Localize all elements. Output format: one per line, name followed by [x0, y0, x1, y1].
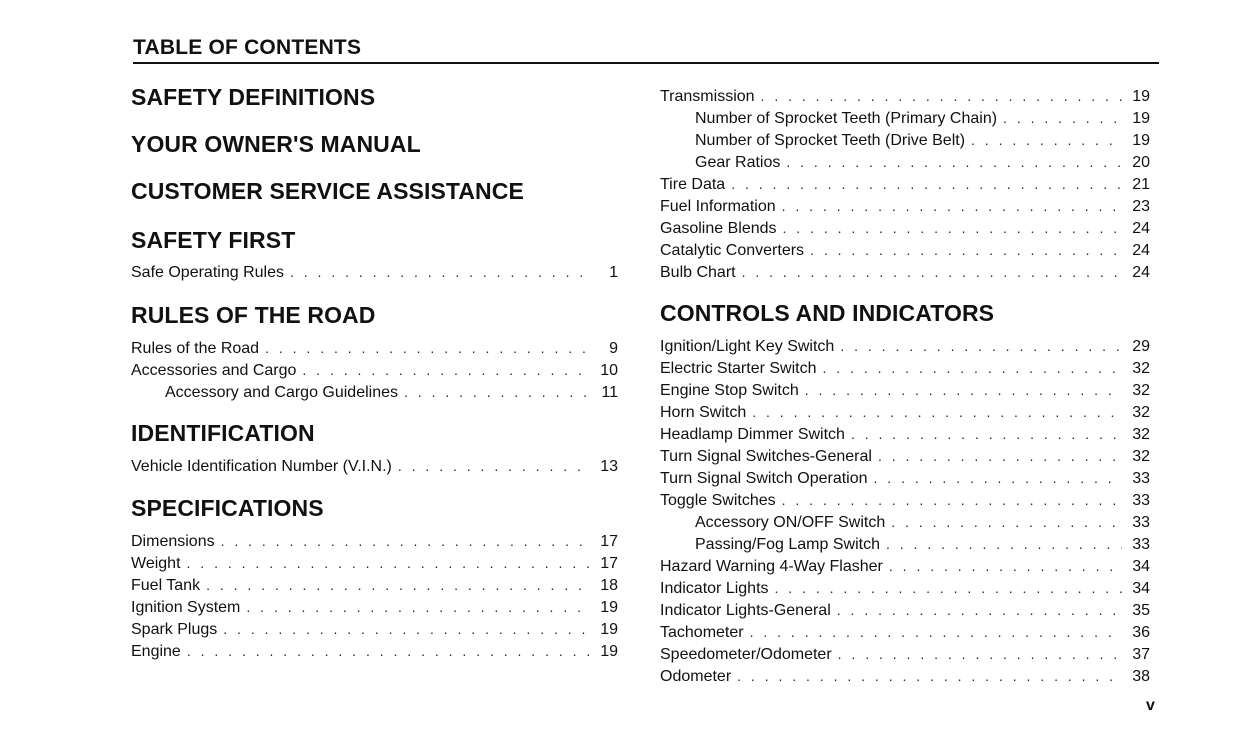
toc-entry-label: Horn Switch — [660, 404, 747, 421]
toc-entry-label: Hazard Warning 4-Way Flasher — [660, 558, 883, 575]
dot-leader — [805, 379, 1122, 401]
section-heading-rules-of-the-road: RULES OF THE ROAD — [131, 302, 376, 328]
dot-leader — [891, 511, 1122, 533]
dot-leader — [187, 640, 590, 662]
toc-entry-page: 34 — [1132, 558, 1150, 575]
toc-entry-page: 33 — [1132, 536, 1150, 553]
toc-entry-ignition-system[interactable] — [131, 596, 618, 618]
dot-leader — [742, 261, 1122, 283]
page-title: TABLE OF CONTENTS — [133, 36, 362, 59]
toc-entry-page: 1 — [609, 264, 618, 281]
toc-entry-passing-fog-lamp-switch[interactable] — [695, 533, 1150, 555]
toc-entry-engine[interactable] — [131, 640, 618, 662]
toc-entry-label: Weight — [131, 555, 181, 572]
dot-leader — [750, 621, 1122, 643]
toc-entry-accessory-and-cargo-guidelines[interactable] — [165, 381, 618, 403]
toc-entry-label: Odometer — [660, 668, 732, 685]
dot-leader — [404, 381, 590, 403]
toc-entry-page: 23 — [1132, 198, 1150, 215]
toc-entry-speedometer-odometer[interactable] — [660, 643, 1150, 665]
dot-leader — [971, 129, 1122, 151]
dot-leader — [878, 445, 1122, 467]
toc-entry-headlamp-dimmer-switch[interactable] — [660, 423, 1150, 445]
toc-entry-label: Indicator Lights — [660, 580, 769, 597]
dot-leader — [837, 599, 1122, 621]
dot-leader — [302, 359, 590, 381]
toc-entry-page: 38 — [1132, 668, 1150, 685]
toc-entry-page: 10 — [600, 362, 618, 379]
toc-entry-page: 20 — [1132, 154, 1150, 171]
toc-entry-page: 36 — [1132, 624, 1150, 641]
toc-entry-page: 9 — [609, 340, 618, 357]
toc-entry-label: Accessory and Cargo Guidelines — [165, 384, 399, 401]
toc-entry-label: Electric Starter Switch — [660, 360, 817, 377]
toc-entry-accessory-on-off-switch[interactable] — [695, 511, 1150, 533]
toc-entry-label: Toggle Switches — [660, 492, 776, 509]
dot-leader — [187, 552, 590, 574]
toc-entry-label: Catalytic Converters — [660, 242, 805, 259]
dot-leader — [851, 423, 1122, 445]
dot-leader — [838, 643, 1122, 665]
toc-entry-label: Safe Operating Rules — [131, 264, 284, 281]
toc-entry-label: Accessory ON/OFF Switch — [695, 514, 886, 531]
toc-entry-page: 13 — [600, 458, 618, 475]
dot-leader — [782, 195, 1122, 217]
toc-entry-page: 19 — [1132, 88, 1150, 105]
toc-entry-gear-ratios[interactable] — [695, 151, 1150, 173]
toc-entry-page: 11 — [601, 384, 618, 401]
toc-entry-page: 32 — [1132, 448, 1150, 465]
toc-entry-indicator-lights[interactable] — [660, 577, 1150, 599]
toc-entry-engine-stop-switch[interactable] — [660, 379, 1150, 401]
toc-entry-page: 32 — [1132, 360, 1150, 377]
dot-leader — [786, 151, 1122, 173]
toc-entry-label: Dimensions — [131, 533, 215, 550]
toc-entry-label: Engine Stop Switch — [660, 382, 799, 399]
dot-leader — [246, 596, 590, 618]
section-heading-specifications: SPECIFICATIONS — [131, 495, 324, 521]
toc-entry-page: 35 — [1132, 602, 1150, 619]
toc-entry-page: 19 — [600, 643, 618, 660]
toc-entry-page: 32 — [1132, 404, 1150, 421]
toc-entry-label: Ignition System — [131, 599, 241, 616]
toc-entry-page: 24 — [1132, 264, 1150, 281]
toc-entry-label: Fuel Tank — [131, 577, 201, 594]
toc-entry-fuel-information[interactable] — [660, 195, 1150, 217]
dot-leader — [886, 533, 1122, 555]
dot-leader — [221, 530, 590, 552]
toc-entry-label: Rules of the Road — [131, 340, 260, 357]
section-heading-safety-first: SAFETY FIRST — [131, 227, 296, 253]
toc-entry-bulb-chart[interactable] — [660, 261, 1150, 283]
toc-entry-page: 33 — [1132, 514, 1150, 531]
toc-entry-vehicle-identification-number-v-i-n[interactable] — [131, 455, 618, 477]
toc-entry-label: Ignition/Light Key Switch — [660, 338, 835, 355]
dot-leader — [265, 337, 590, 359]
toc-entry-page: 24 — [1132, 242, 1150, 259]
toc-entry-transmission[interactable] — [660, 85, 1150, 107]
toc-entry-indicator-lights-general[interactable] — [660, 599, 1150, 621]
toc-entry-label: Number of Sprocket Teeth (Drive Belt) — [695, 132, 966, 149]
toc-entry-label: Passing/Fog Lamp Switch — [695, 536, 880, 553]
toc-entry-page: 17 — [600, 555, 618, 572]
toc-entry-label: Headlamp Dimmer Switch — [660, 426, 845, 443]
toc-entry-weight[interactable] — [131, 552, 618, 574]
toc-entry-dimensions[interactable] — [131, 530, 618, 552]
dot-leader — [731, 173, 1122, 195]
toc-entry-odometer[interactable] — [660, 665, 1150, 687]
toc-entry-label: Turn Signal Switch Operation — [660, 470, 868, 487]
toc-entry-page: 34 — [1132, 580, 1150, 597]
toc-entry-label: Tire Data — [660, 176, 726, 193]
dot-leader — [206, 574, 590, 596]
section-heading-safety-definitions: SAFETY DEFINITIONS — [131, 84, 376, 110]
toc-entry-label: Vehicle Identification Number (V.I.N.) — [131, 458, 392, 475]
toc-entry-ignition-light-key-switch[interactable] — [660, 335, 1150, 357]
toc-entry-page: 37 — [1132, 646, 1150, 663]
toc-entry-accessories-and-cargo[interactable] — [131, 359, 618, 381]
toc-entry-page: 33 — [1132, 492, 1150, 509]
toc-entry-label: Number of Sprocket Teeth (Primary Chain) — [695, 110, 998, 127]
toc-entry-turn-signal-switch-operation[interactable] — [660, 467, 1150, 489]
toc-entry-horn-switch[interactable] — [660, 401, 1150, 423]
toc-entry-label: Engine — [131, 643, 181, 660]
dot-leader — [398, 455, 590, 477]
dot-leader — [889, 555, 1122, 577]
toc-entry-label: Bulb Chart — [660, 264, 736, 281]
dot-leader — [761, 85, 1122, 107]
toc-entry-spark-plugs[interactable] — [131, 618, 618, 640]
toc-entry-label: Fuel Information — [660, 198, 776, 215]
toc-entry-page: 19 — [600, 621, 618, 638]
dot-leader — [783, 217, 1122, 239]
toc-entry-safe-operating-rules[interactable] — [131, 261, 618, 283]
page-number: v — [1146, 697, 1155, 714]
section-heading-your-owner-s-manual: YOUR OWNER'S MANUAL — [131, 131, 421, 157]
dot-leader — [840, 335, 1122, 357]
toc-entry-hazard-warning-4-way-flasher[interactable] — [660, 555, 1150, 577]
section-heading-identification: IDENTIFICATION — [131, 420, 315, 446]
dot-leader — [223, 618, 590, 640]
toc-entry-label: Gasoline Blends — [660, 220, 777, 237]
dot-leader — [810, 239, 1122, 261]
toc-entry-page: 29 — [1132, 338, 1150, 355]
toc-entry-page: 32 — [1132, 382, 1150, 399]
dot-leader — [752, 401, 1122, 423]
dot-leader — [874, 467, 1122, 489]
toc-entry-number-of-sprocket-teeth-drive-belt[interactable] — [695, 129, 1150, 151]
toc-entry-label: Transmission — [660, 88, 755, 105]
toc-entry-page: 17 — [600, 533, 618, 550]
toc-entry-number-of-sprocket-teeth-primary-chain[interactable] — [695, 107, 1150, 129]
toc-entry-page: 24 — [1132, 220, 1150, 237]
dot-leader — [1003, 107, 1122, 129]
toc-entry-fuel-tank[interactable] — [131, 574, 618, 596]
toc-entry-page: 32 — [1132, 426, 1150, 443]
dot-leader — [290, 261, 590, 283]
toc-entry-tachometer[interactable] — [660, 621, 1150, 643]
toc-entry-turn-signal-switches-general[interactable] — [660, 445, 1150, 467]
section-heading-customer-service-assistance: CUSTOMER SERVICE ASSISTANCE — [131, 178, 524, 204]
toc-entry-label: Accessories and Cargo — [131, 362, 297, 379]
title-rule — [133, 62, 1159, 64]
dot-leader — [775, 577, 1122, 599]
toc-entry-page: 33 — [1132, 470, 1150, 487]
toc-entry-page: 21 — [1132, 176, 1150, 193]
toc-entry-page: 19 — [1132, 110, 1150, 127]
toc-entry-page: 19 — [1132, 132, 1150, 149]
toc-entry-toggle-switches[interactable] — [660, 489, 1150, 511]
dot-leader — [737, 665, 1122, 687]
dot-leader — [782, 489, 1122, 511]
dot-leader — [822, 357, 1122, 379]
toc-entry-label: Spark Plugs — [131, 621, 218, 638]
section-heading-controls-and-indicators: CONTROLS AND INDICATORS — [660, 300, 995, 326]
toc-entry-label: Tachometer — [660, 624, 744, 641]
toc-entry-electric-starter-switch[interactable] — [660, 357, 1150, 379]
toc-entry-page: 18 — [600, 577, 618, 594]
toc-entry-page: 19 — [600, 599, 618, 616]
toc-entry-gasoline-blends[interactable] — [660, 217, 1150, 239]
toc-entry-label: Speedometer/Odometer — [660, 646, 832, 663]
toc-entry-label: Indicator Lights-General — [660, 602, 831, 619]
toc-entry-catalytic-converters[interactable] — [660, 239, 1150, 261]
toc-entry-label: Gear Ratios — [695, 154, 781, 171]
toc-entry-tire-data[interactable] — [660, 173, 1150, 195]
toc-entry-rules-of-the-road[interactable] — [131, 337, 618, 359]
toc-entry-label: Turn Signal Switches-General — [660, 448, 872, 465]
